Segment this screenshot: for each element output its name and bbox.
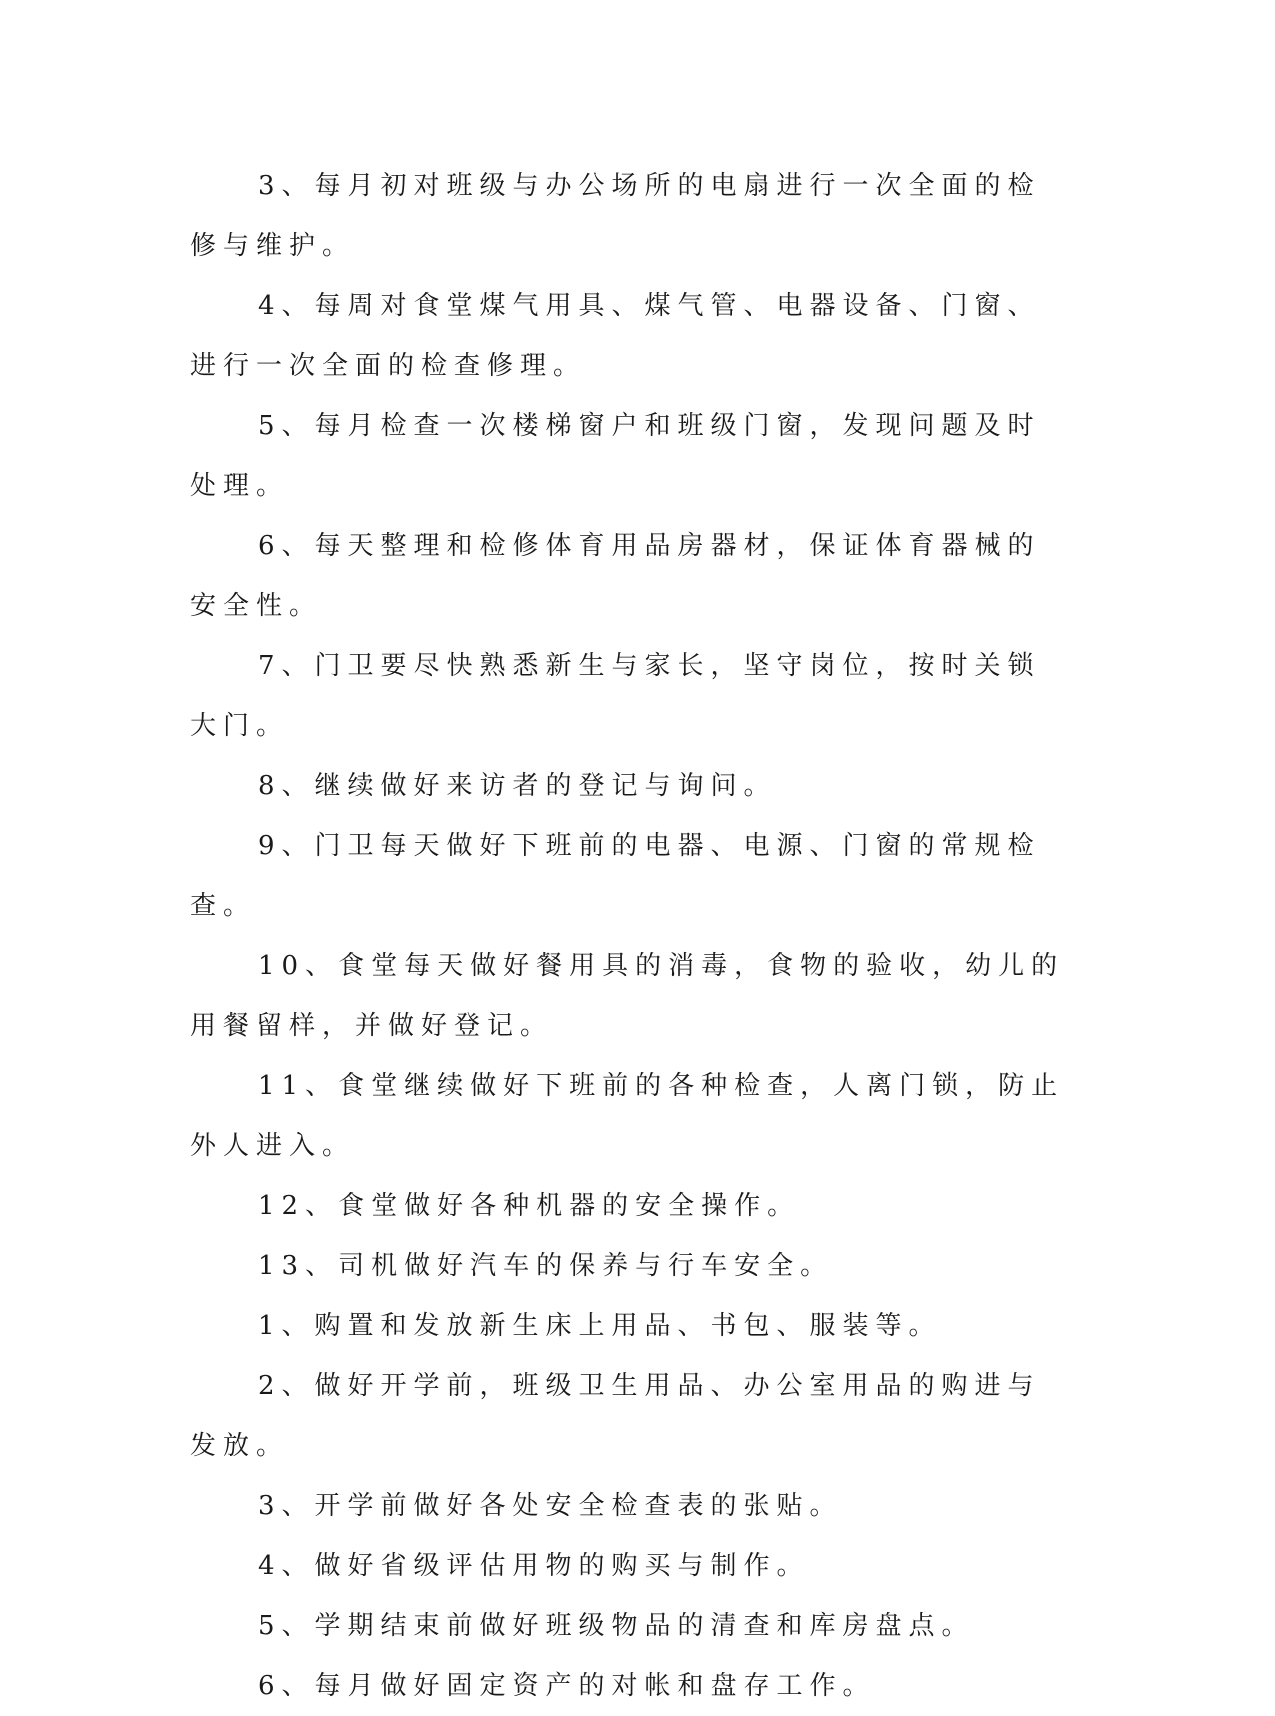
paragraph-item: 13、司机做好汽车的保养与行车安全。 [258,1251,834,1281]
paragraph-item: 2、做好开学前，班级卫生用品、办公室用品的购进与发放。 [190,1371,1041,1461]
document-body [190,156,1070,1716]
paragraph-item: 5、学期结束前做好班级物品的清查和库房盘点。 [258,1611,975,1641]
paragraph-item: 3、每月初对班级与办公场所的电扇进行一次全面的检修与维护。 [190,171,1041,261]
paragraph-item: 6、每天整理和检修体育用品房器材，保证体育器械的安全性。 [190,531,1041,621]
paragraph-item: 10、食堂每天做好餐用具的消毒，食物的验收，幼儿的用餐留样，并做好登记。 [190,951,1065,1041]
paragraph-item: 4、每周对食堂煤气用具、煤气管、电器设备、门窗、进行一次全面的检查修理。 [190,291,1041,381]
paragraph-item: 6、每月做好固定资产的对帐和盘存工作。 [258,1671,876,1701]
paragraph-item: 12、食堂做好各种机器的安全操作。 [258,1191,801,1221]
paragraph-item: 11、食堂继续做好下班前的各种检查，人离门锁，防止外人进入。 [190,1071,1065,1161]
paragraph-item: 4、做好省级评估用物的购买与制作。 [258,1551,810,1581]
paragraph-item: 1、购置和发放新生床上用品、书包、服装等。 [258,1311,942,1341]
paragraph-item: 7、门卫要尽快熟悉新生与家长，坚守岗位，按时关锁大门。 [190,651,1041,741]
paragraph-item: 9、门卫每天做好下班前的电器、电源、门窗的常规检查。 [190,831,1041,921]
paragraph-item: 3、开学前做好各处安全检查表的张贴。 [258,1491,843,1521]
paragraph-item: 5、每月检查一次楼梯窗户和班级门窗，发现问题及时处理。 [190,411,1041,501]
paragraph-item: 8、继续做好来访者的登记与询问。 [258,771,777,801]
